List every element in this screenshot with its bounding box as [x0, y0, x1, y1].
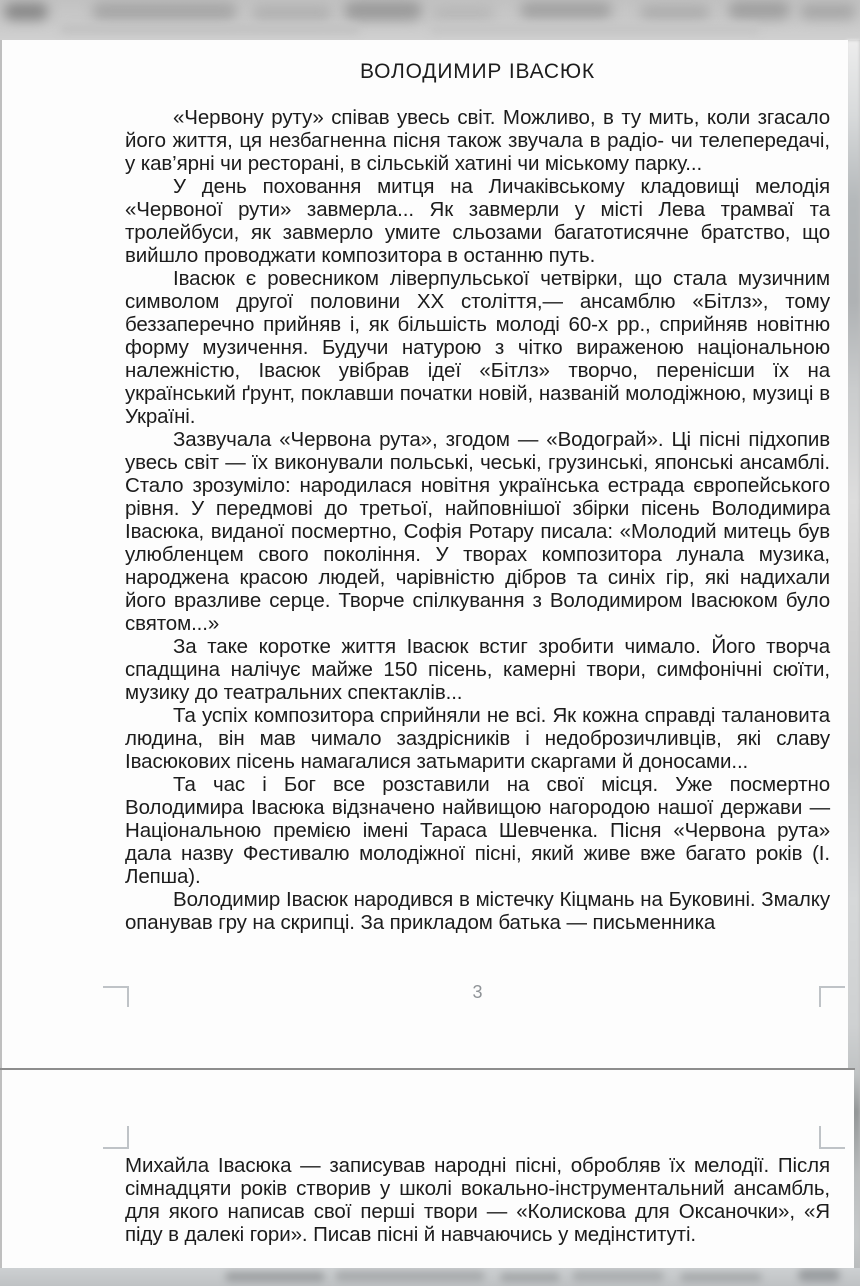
paragraph: За таке коротке життя Івасюк встиг зробити чимало. Його творча спадщина налічує майже 150 пісень, камерні твори, симфонічні сюїти, музику до театральних спектаклів... [125, 635, 830, 704]
paragraph: Михайла Івасюка — записував народні пісні, обробляв їх мелодії. Після сімнадцяти років створив у школі вокально-інструментальний ансамбль, для якого написав свої перші твори — «Колискова для Оксаночки», «Я піду в далекі гори». Писав пісні й навчаючись у медінституті. [125, 1154, 830, 1246]
paragraph: Зазвучала «Червона рута», згодом — «Водограй». Ці пісні підхопив увесь світ — їх виконували польські, чеські, грузинські, японські ансамблі. Стало зрозуміло: народилася новітня українська естрада європейського рівня. У передмові до третьої, найповнішої збірки пісень Володимира Івасюка, виданої посмертно, Софія Ротару писала: «Молодий митець був улюбленцем свого покоління. У творах композитора лунала музика, народжена красою людей, чарівністю дібров та синіх гір, які надихали його вразливе серце. Творче спілкування з Володимиром Івасюком було святом...» [125, 428, 830, 635]
paragraph: Та успіх композитора сприйняли не всі. Як кожна справді талановита людина, він мав чимало заздрісників і недоброзичливців, які славу Івасюкових пісень намагалися затьмарити скаргами й доносами... [125, 704, 830, 773]
blurred-top-edge [0, 0, 860, 40]
blur-blob [680, 1273, 762, 1282]
blur-blob [225, 1272, 325, 1282]
blur-blob [430, 24, 760, 34]
blur-blob [798, 1269, 840, 1282]
paragraph: Івасюк є ровесником ліверпульської четвірки, що стала музичним символом другої половини XX століття,— ансамблю «Бітлз», тому беззаперечно прийняв і, як більшість молоді 60-х рр., сприйняв новітню форму музичення. Будучи натурою з чітко вираженою національною належністю, Івасюк увібрав ідеї «Бітлз» творчо, перенісши їх на український ґрунт, поклавши початки новій, названій молодіжною, музиці в Україні. [125, 267, 830, 428]
page-number: 3 [472, 982, 483, 1002]
header-margin-mark-left [103, 1126, 129, 1149]
paragraph: У день поховання митця на Личаківському кладовищі мелодія «Червоної рути» завмерла... Як завмерли у місті Лева трамваї та тролейбуси, як завмерло умите сльозами багатотисячне братство, що вийшло проводжати композитора в останню путь. [125, 175, 830, 267]
page-2 [2, 1070, 854, 1268]
page-1-text-block [125, 106, 830, 934]
blur-blob [640, 5, 710, 19]
blur-blob [4, 3, 48, 20]
paragraph: «Червону руту» співав увесь світ. Можливо, в ту мить, коли згасало його життя, ця незбагненна пісня також звучала в радіо- чи телепередачі, у кав’ярні чи ресторані, в сільській хатині чи міському парку... [125, 106, 830, 175]
blur-blob [335, 1271, 485, 1282]
blur-blob [60, 24, 360, 34]
footer-margin-mark-left [103, 986, 129, 1007]
blur-blob [728, 1, 790, 19]
blur-blob [520, 2, 612, 18]
blur-blob [432, 6, 494, 19]
page-1 [2, 40, 848, 1068]
blur-blob [572, 1271, 664, 1282]
paragraph: Та час і Бог все розставили на свої місця. Уже посмертно Володимира Івасюка відзначено найвищою нагородою нашої держави — Національною премією імені Тараса Шевченка. Пісня «Червона рута» дала назву Фестивалю молодіжної пісні, який живе вже багато років (І. Лепша). [125, 773, 830, 888]
paragraph: Володимир Івасюк народився в містечку Кіцмань на Буковині. Змалку опанував гру на скрипці. За прикладом батька — письменника [125, 888, 830, 934]
blur-blob [344, 1, 422, 20]
blur-blob [800, 4, 856, 19]
header-margin-mark-right [819, 1126, 845, 1149]
footer-margin-mark-right [819, 986, 845, 1007]
blur-blob [252, 5, 332, 20]
blur-blob [92, 2, 237, 20]
page-break-line [0, 1068, 855, 1070]
blurred-bottom-edge [0, 1268, 860, 1286]
page-2-text-wrap [2, 1070, 854, 1246]
blur-blob [500, 1273, 560, 1282]
page-title: ВОЛОДИМИР ІВАСЮК [360, 60, 595, 83]
page-2-text-block [125, 1154, 830, 1246]
